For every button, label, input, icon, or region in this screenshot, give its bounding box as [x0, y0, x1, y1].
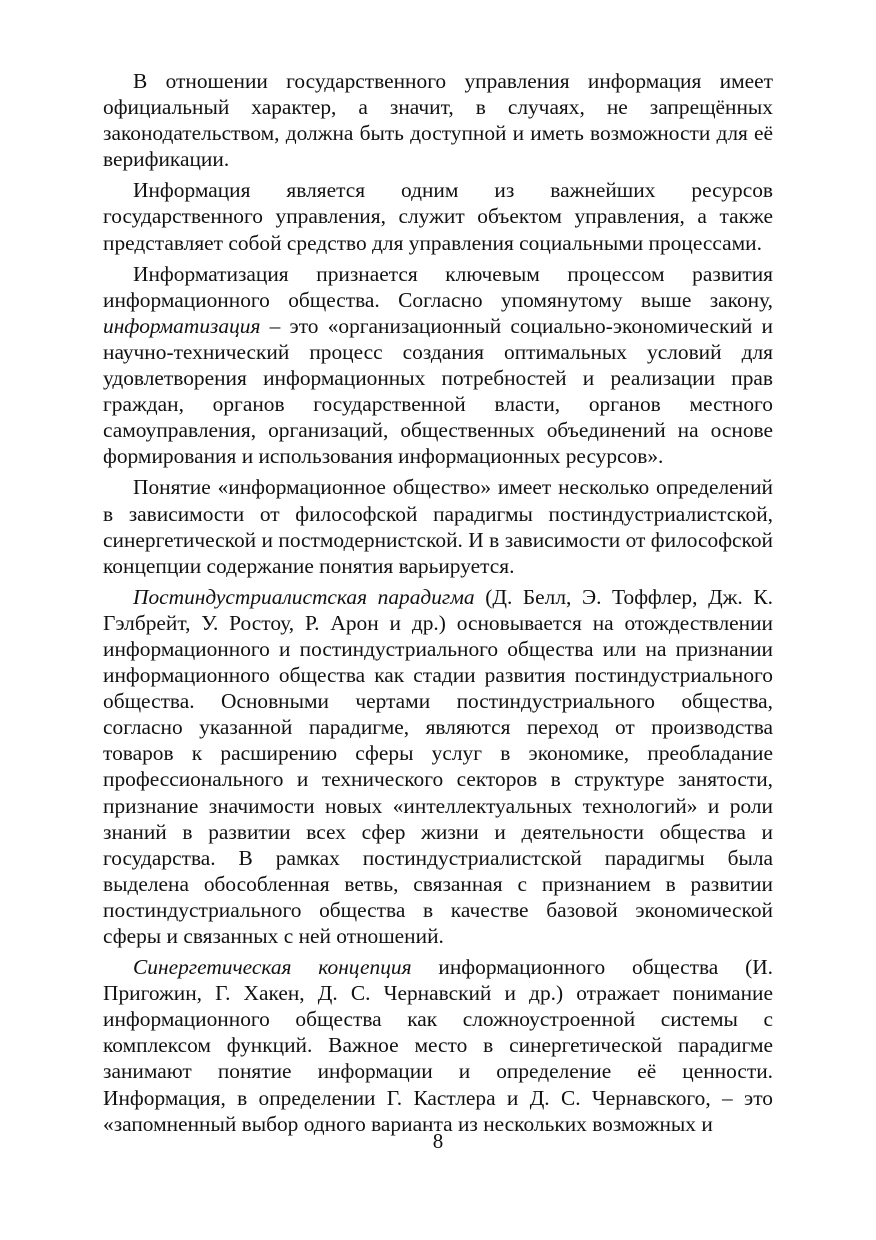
paragraph-1 — [103, 68, 773, 172]
term-postindustrial-paradigm: Постиндустриалистская парадигма — [133, 584, 475, 609]
paragraph-6-text: информационного общества (И. Пригожин, Г. Хакен, Д. С. Чернавский и др.) отражает понимание информационного общества как сложноустроенной системы с комплексом функций. Важное место в синергетической парадигме занимают понятие информации и определение её ценности. Информация, в определении Г. Кастлера и Д. С. Чернавского, – это «запомненный выбор одного варианта из нескольких возможных и — [103, 955, 773, 1136]
paragraph-4-text: Понятие «информационное общество» имеет несколько определений в зависимости от философской парадигмы постиндустриалистской, синергетической и постмодернистской. И в зависимости от философской концепции содержание понятия варьируется. — [103, 475, 773, 578]
paragraph-3-text: – это «организационный социально-экономический и научно-технический процесс создания оптимальных условий для удовлетворения информационных потребностей и реализации прав граждан, органов государственной власти, органов местного самоуправления, организаций, общественных объединений на основе формирования и использования информационных ресурсов». — [103, 313, 773, 469]
paragraph-6 — [103, 954, 773, 1137]
term-informatization: информатизация — [103, 313, 261, 338]
term-synergetic-concept: Синергетическая концепция — [133, 955, 412, 980]
paragraph-2-text: Информация является одним из важнейших ресурсов государственного управления, служит объектом управления, а также представляет собой средство для управления социальными процессами. — [103, 178, 773, 255]
paragraph-5-text: (Д. Белл, Э. Тоффлер, Дж. К. Гэлбрейт, У. Ростоу, Р. Арон и др.) основывается на отождествлении информационного и постиндустриального общества или на признании информационного общества как стадии развития постиндустриального общества. Основными чертами постиндустриального общества, согласно указанной парадигме, являются переход от производства товаров к расширению сферы услуг в экономике, преобладание профессионального и технического секторов в структуре занятости, признание значимости новых «интеллектуальных технологий» и роли знаний в развитии всех сфер жизни и деятельности общества и государства. В рамках постиндустриалистской парадигмы была выделена обособленная ветвь, связанная с признанием в развитии постиндустриального общества в качестве базовой экономической сферы и связанных с ней отношений. — [103, 584, 774, 948]
paragraph-5 — [103, 584, 773, 949]
paragraph-1-text: В отношении государственного управления информация имеет официальный характер, а значит, в случаях, не запрещённых законодательством, должна быть доступной и иметь возможности для её верификации. — [103, 69, 773, 172]
paragraph-4 — [103, 474, 773, 578]
paragraph-3-lead: Информатизация признается ключевым процессом развития информационного общества. Согласно упомянутому выше закону, — [103, 261, 773, 312]
page-number: 8 — [432, 1129, 444, 1153]
paragraph-2 — [103, 177, 773, 255]
paragraph-3 — [103, 261, 773, 470]
page-body — [103, 68, 773, 1137]
